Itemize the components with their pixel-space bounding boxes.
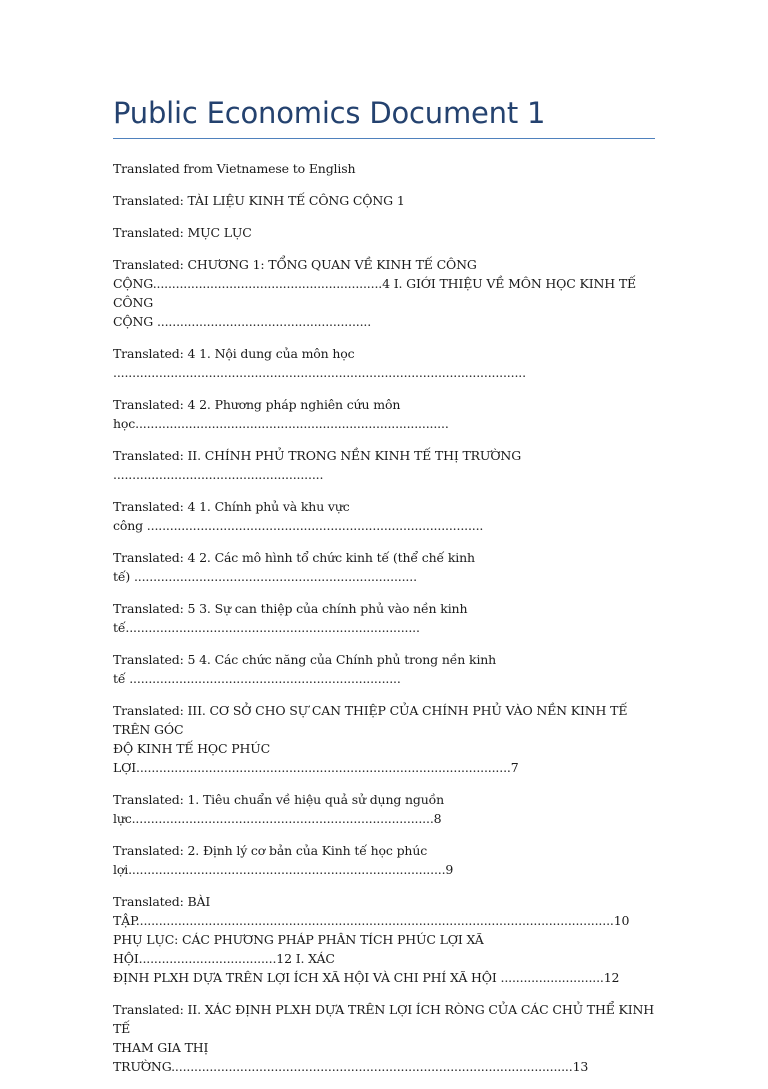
title-underline [113,138,655,139]
toc-entry-intervention: Translated: 5 3. Sự can thiệp của chính phủ vào nền kinh tế............................................................................. [113,601,468,635]
toc-entry-functions: Translated: 5 4. Các chức năng của Chính phủ trong nền kinh tế ....................................................................... [113,652,497,686]
document-body [113,159,655,1089]
paragraph-translation-note: Translated from Vietnamese to English [113,161,356,176]
toc-entry-theorem: Translated: 2. Định lý cơ bản của Kinh tế học phúc lợi...................................................................................9 [113,843,454,877]
document-title: Public Economics Document 1 [113,96,546,130]
toc-entry-public-sector: Translated: 4 1. Chính phủ và khu vực công ........................................................................................ [113,499,484,533]
paragraph-toc-heading: Translated: MỤC LỤC [113,225,252,240]
toc-entry-net-benefit: Translated: II. XÁC ĐỊNH PLXH DỰA TRÊN LỢI ÍCH RÒNG CỦA CÁC CHỦ THỂ KINH TẾ THAM GIA THỊ TRƯỜNG.........................................................................................................13 [113,1002,655,1074]
toc-entry-exercises: Translated: BÀI TẬP.............................................................................................................................10 PHỤ LỤC: CÁC PHƯƠNG PHÁP PHÂN TÍCH PHÚC LỢI XÃ HỘI....................................12 I. XÁC ĐỊNH PLXH DỰA TRÊN LỢI ÍCH XÃ HỘI VÀ CHI PHÍ XÃ HỘI ...........................12 [113,894,630,985]
toc-entry-welfare-basis: Translated: III. CƠ SỞ CHO SỰ CAN THIỆP CỦA CHÍNH PHỦ VÀO NỀN KINH TẾ TRÊN GÓC ĐỘ KINH TẾ HỌC PHÚC LỢI..................................................................................................7 [113,703,628,775]
toc-entry-government-market: Translated: II. CHÍNH PHỦ TRONG NỀN KINH TẾ THỊ TRƯỜNG ....................................................... [113,448,522,482]
toc-entry-economic-models: Translated: 4 2. Các mô hình tổ chức kinh tế (thể chế kinh tế) .......................................................................... [113,550,475,584]
toc-entry-method: Translated: 4 2. Phương pháp nghiên cứu môn học.................................................................................. [113,397,449,431]
toc-entry-content: Translated: 4 1. Nội dung của môn học ............................................................................................................ [113,346,526,380]
paragraph-doc-name: Translated: TÀI LIỆU KINH TẾ CÔNG CỘNG 1 [113,193,405,208]
toc-entry-efficiency: Translated: 1. Tiêu chuẩn về hiệu quả sử dụng nguồn lực...............................................................................8 [113,792,445,826]
toc-entry-chapter-1: Translated: CHƯƠNG 1: TỔNG QUAN VỀ KINH TẾ CÔNG CỘNG............................................................4 I. GIỚI THIỆU VỀ MÔN HỌC KINH TẾ CÔNG CỘNG ........................................................ [113,257,637,329]
